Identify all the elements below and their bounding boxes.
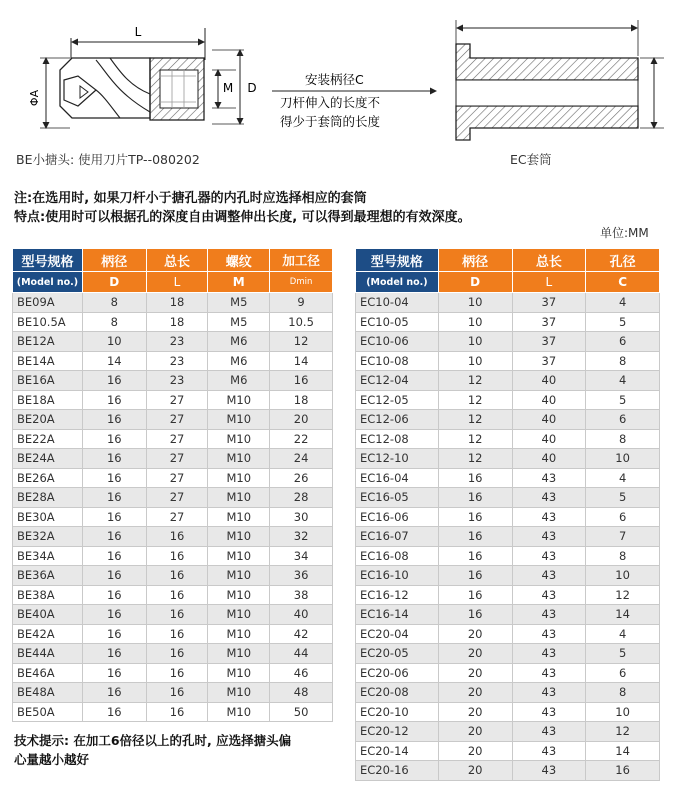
table-cell: 12 (270, 332, 333, 352)
table-cell: 10 (438, 351, 512, 371)
table-cell: 12 (438, 390, 512, 410)
header-bore: 孔径 (586, 249, 660, 272)
table-cell: EC20-12 (356, 722, 439, 742)
table-cell: 23 (146, 351, 208, 371)
dim-a-label: ΦA (28, 89, 41, 107)
table-row (356, 371, 660, 391)
dim-m-label: M (222, 81, 234, 95)
table-cell: EC12-08 (356, 429, 439, 449)
table-cell: 14 (586, 741, 660, 761)
table-cell: 43 (512, 566, 586, 586)
table-cell: EC12-05 (356, 390, 439, 410)
table-row (356, 566, 660, 586)
table-cell: 9 (270, 293, 333, 313)
table-cell: 16 (146, 566, 208, 586)
table-cell: BE34A (13, 546, 83, 566)
table-cell: 43 (512, 468, 586, 488)
table-cell: 8 (586, 683, 660, 703)
table-cell: 10 (586, 566, 660, 586)
header-length: 总长 (146, 249, 208, 272)
table-cell: 12 (586, 722, 660, 742)
table-row (13, 585, 333, 605)
table-cell: 16 (82, 468, 146, 488)
table-cell: BE26A (13, 468, 83, 488)
table-cell: BE09A (13, 293, 83, 313)
table-cell: BE10.5A (13, 312, 83, 332)
table-cell: EC10-08 (356, 351, 439, 371)
table-cell: 40 (512, 390, 586, 410)
table-cell: BE38A (13, 585, 83, 605)
table-cell: 16 (82, 527, 146, 547)
table-cell: 16 (438, 507, 512, 527)
table-cell: 14 (82, 351, 146, 371)
table-cell: 12 (438, 371, 512, 391)
table-row (356, 585, 660, 605)
table-cell: 46 (270, 663, 333, 683)
table-cell: 10 (438, 312, 512, 332)
table-cell: M6 (208, 371, 270, 391)
table-cell: 32 (270, 527, 333, 547)
table-cell: 4 (586, 371, 660, 391)
table-cell: BE36A (13, 566, 83, 586)
table-cell: 16 (146, 644, 208, 664)
dim-l-label: L (134, 25, 142, 39)
table-cell: EC10-05 (356, 312, 439, 332)
table-cell: 30 (270, 507, 333, 527)
table-cell: 4 (586, 293, 660, 313)
table-row (13, 644, 333, 664)
table-row (356, 663, 660, 683)
table-cell: 27 (146, 429, 208, 449)
insert-length-line1: 刀杆伸入的长度不 (280, 95, 381, 110)
table-cell: 20 (438, 683, 512, 703)
table-row (356, 332, 660, 352)
header-d: D (82, 272, 146, 293)
table-cell: EC20-14 (356, 741, 439, 761)
table-row (356, 293, 660, 313)
table-cell: 16 (82, 644, 146, 664)
sleeve-caption: EC套筒 (510, 152, 552, 167)
table-row (13, 624, 333, 644)
table-row (356, 683, 660, 703)
table-cell: 43 (512, 663, 586, 683)
table-cell: 4 (586, 468, 660, 488)
header-c: C (586, 272, 660, 293)
table-cell: 16 (270, 371, 333, 391)
table-cell: 27 (146, 390, 208, 410)
table-row (356, 605, 660, 625)
table-row (13, 507, 333, 527)
table-cell: 20 (438, 624, 512, 644)
table-cell: 5 (586, 312, 660, 332)
table-cell: BE22A (13, 429, 83, 449)
table-cell: EC20-04 (356, 624, 439, 644)
table-cell: BE20A (13, 410, 83, 430)
header-model-en: (Model no.) (356, 272, 439, 293)
table-cell: M10 (208, 429, 270, 449)
table-cell: 10 (438, 293, 512, 313)
table-row (356, 624, 660, 644)
table-cell: 14 (270, 351, 333, 371)
table-row (356, 429, 660, 449)
table-cell: EC16-06 (356, 507, 439, 527)
table-cell: 37 (512, 332, 586, 352)
table-row (13, 527, 333, 547)
table-cell: BE50A (13, 702, 83, 722)
table-cell: 16 (146, 585, 208, 605)
table-cell: EC12-10 (356, 449, 439, 469)
table-cell: EC20-05 (356, 644, 439, 664)
table-cell: 16 (82, 429, 146, 449)
table-cell: 36 (270, 566, 333, 586)
table-cell: 27 (146, 488, 208, 508)
table-cell: 16 (82, 585, 146, 605)
table-cell: 16 (146, 702, 208, 722)
table-cell: 43 (512, 585, 586, 605)
table-row (13, 312, 333, 332)
table-cell: 16 (82, 371, 146, 391)
table-cell: 40 (512, 429, 586, 449)
table-cell: EC16-14 (356, 605, 439, 625)
table-cell: 23 (146, 332, 208, 352)
table-cell: EC20-16 (356, 761, 439, 781)
table-row (356, 410, 660, 430)
table-cell: 8 (82, 293, 146, 313)
tech-tip-line1: 技术提示: 在加工6倍径以上的孔时, 应选择搪头偏 (14, 733, 292, 748)
table-row (13, 293, 333, 313)
table-cell: BE18A (13, 390, 83, 410)
table-row (13, 371, 333, 391)
table-cell: 23 (146, 371, 208, 391)
table-row (356, 312, 660, 332)
table-row (356, 546, 660, 566)
table-cell: 37 (512, 312, 586, 332)
table-row (13, 390, 333, 410)
sleeve-spec-table (355, 248, 660, 781)
table-cell: 16 (438, 566, 512, 586)
table-cell: EC16-07 (356, 527, 439, 547)
header-d: D (438, 272, 512, 293)
table-cell: 40 (512, 371, 586, 391)
table-cell: M10 (208, 702, 270, 722)
table-row (13, 468, 333, 488)
table-cell: 6 (586, 332, 660, 352)
table-cell: 18 (146, 312, 208, 332)
table-cell: 27 (146, 410, 208, 430)
table-cell: 38 (270, 585, 333, 605)
table-cell: 5 (586, 644, 660, 664)
table-cell: 44 (270, 644, 333, 664)
table-cell: EC16-08 (356, 546, 439, 566)
table-cell: BE46A (13, 663, 83, 683)
table-cell: M10 (208, 527, 270, 547)
table-cell: 16 (438, 527, 512, 547)
table-cell: M10 (208, 488, 270, 508)
boring-head-diagram (0, 0, 673, 175)
unit-label: 单位:MM (600, 226, 649, 240)
table-cell: 5 (586, 390, 660, 410)
table-cell: 16 (82, 390, 146, 410)
table-row (356, 507, 660, 527)
table-cell: M10 (208, 390, 270, 410)
table-cell: 43 (512, 605, 586, 625)
table-cell: 10 (438, 332, 512, 352)
header-shank: 柄径 (82, 249, 146, 272)
table-cell: EC12-04 (356, 371, 439, 391)
table-row (13, 702, 333, 722)
table-cell: EC20-10 (356, 702, 439, 722)
table-cell: M10 (208, 624, 270, 644)
table-cell: 16 (586, 761, 660, 781)
table-row (13, 351, 333, 371)
table-cell: 20 (438, 702, 512, 722)
table-cell: BE40A (13, 605, 83, 625)
header-l: L (512, 272, 586, 293)
table-cell: BE44A (13, 644, 83, 664)
table-cell: M10 (208, 449, 270, 469)
table-cell: 16 (82, 507, 146, 527)
table-cell: 27 (146, 507, 208, 527)
table-cell: 43 (512, 488, 586, 508)
table-cell: 16 (82, 605, 146, 625)
table-cell: BE42A (13, 624, 83, 644)
table-cell: 43 (512, 546, 586, 566)
boring-head-caption: BE小搪头: 使用刀片TP--080202 (16, 152, 200, 167)
table-cell: 16 (82, 488, 146, 508)
table-row (356, 527, 660, 547)
table-cell: 43 (512, 761, 586, 781)
table-cell: EC10-06 (356, 332, 439, 352)
table-cell: M6 (208, 351, 270, 371)
table-cell: BE32A (13, 527, 83, 547)
feature-note: 特点:使用时可以根据孔的深度自由调整伸出长度, 可以得到最理想的有效深度。 (14, 210, 471, 225)
table-cell: 5 (586, 488, 660, 508)
table-cell: 16 (438, 468, 512, 488)
install-diameter-label: 安装柄径C (305, 72, 364, 87)
table-cell: 43 (512, 683, 586, 703)
table-cell: 8 (586, 429, 660, 449)
table-cell: 16 (82, 663, 146, 683)
table-cell: 43 (512, 702, 586, 722)
table-cell: 27 (146, 449, 208, 469)
table-row (13, 429, 333, 449)
table-cell: M6 (208, 332, 270, 352)
table-row (356, 722, 660, 742)
table-cell: BE14A (13, 351, 83, 371)
table-cell: M10 (208, 683, 270, 703)
table-cell: BE16A (13, 371, 83, 391)
table-cell: 27 (146, 468, 208, 488)
table-cell: 16 (438, 605, 512, 625)
table-cell: 18 (146, 293, 208, 313)
table-cell: 12 (438, 429, 512, 449)
table-cell: BE28A (13, 488, 83, 508)
table-cell: 6 (586, 410, 660, 430)
dim-d-label: D (247, 81, 257, 95)
table-cell: 26 (270, 468, 333, 488)
header-model: 型号规格 (13, 249, 83, 272)
selection-note: 注:在选用时, 如果刀杆小于搪孔器的内孔时应选择相应的套筒 (14, 191, 367, 206)
table-cell: 16 (82, 449, 146, 469)
table-cell: 12 (438, 410, 512, 430)
table-cell: 16 (438, 585, 512, 605)
table-row (356, 488, 660, 508)
header-model: 型号规格 (356, 249, 439, 272)
table-cell: 7 (586, 527, 660, 547)
table-cell: 14 (586, 605, 660, 625)
table-row (13, 332, 333, 352)
header-machining-dia: 加工径 (270, 249, 333, 272)
table-row (13, 488, 333, 508)
table-cell: 10.5 (270, 312, 333, 332)
table-cell: 20 (438, 722, 512, 742)
header-m: M (208, 272, 270, 293)
table-cell: 40 (512, 410, 586, 430)
table-cell: 22 (270, 429, 333, 449)
table-row (356, 761, 660, 781)
table-row (13, 566, 333, 586)
table-cell: EC16-10 (356, 566, 439, 586)
table-cell: EC12-06 (356, 410, 439, 430)
header-l: L (146, 272, 208, 293)
table-cell: M10 (208, 410, 270, 430)
table-cell: BE30A (13, 507, 83, 527)
table-cell: 37 (512, 351, 586, 371)
table-cell: 43 (512, 507, 586, 527)
table-row (356, 644, 660, 664)
table-cell: 12 (438, 449, 512, 469)
table-row (13, 683, 333, 703)
table-cell: 20 (270, 410, 333, 430)
table-cell: 50 (270, 702, 333, 722)
table-row (356, 741, 660, 761)
table-cell: 6 (586, 507, 660, 527)
table-cell: 12 (586, 585, 660, 605)
table-cell: 8 (586, 546, 660, 566)
table-cell: 42 (270, 624, 333, 644)
table-cell: 8 (586, 351, 660, 371)
table-cell: 16 (82, 683, 146, 703)
table-cell: 8 (82, 312, 146, 332)
table-cell: 16 (146, 546, 208, 566)
table-cell: 34 (270, 546, 333, 566)
table-cell: 28 (270, 488, 333, 508)
table-cell: 48 (270, 683, 333, 703)
table-cell: 16 (82, 566, 146, 586)
table-cell: M5 (208, 312, 270, 332)
table-cell: M10 (208, 468, 270, 488)
table-cell: 16 (82, 546, 146, 566)
table-cell: 24 (270, 449, 333, 469)
table-cell: M10 (208, 546, 270, 566)
table-cell: M10 (208, 585, 270, 605)
table-cell: 16 (438, 546, 512, 566)
table-cell: EC20-06 (356, 663, 439, 683)
table-cell: 43 (512, 644, 586, 664)
table-cell: 40 (270, 605, 333, 625)
header-thread: 螺纹 (208, 249, 270, 272)
header-shank: 柄径 (438, 249, 512, 272)
table-cell: 16 (438, 488, 512, 508)
table-cell: 37 (512, 293, 586, 313)
table-row (13, 663, 333, 683)
table-cell: 16 (146, 624, 208, 644)
table-cell: EC20-08 (356, 683, 439, 703)
table-cell: 16 (82, 410, 146, 430)
table-cell: EC16-12 (356, 585, 439, 605)
header-dmin: Dmin (270, 272, 333, 293)
table-cell: 16 (146, 683, 208, 703)
table-cell: 10 (586, 449, 660, 469)
table-cell: BE12A (13, 332, 83, 352)
table-row (13, 605, 333, 625)
table-cell: EC16-04 (356, 468, 439, 488)
table-row (356, 702, 660, 722)
table-row (13, 449, 333, 469)
table-cell: 43 (512, 741, 586, 761)
insert-length-line2: 得少于套筒的长度 (280, 114, 381, 129)
table-cell: 16 (82, 624, 146, 644)
table-cell: 6 (586, 663, 660, 683)
header-model-en: (Model no.) (13, 272, 83, 293)
table-cell: 16 (82, 702, 146, 722)
table-cell: 10 (82, 332, 146, 352)
table-cell: M10 (208, 644, 270, 664)
table-row (13, 410, 333, 430)
table-cell: 20 (438, 761, 512, 781)
table-cell: 16 (146, 663, 208, 683)
table-row (356, 351, 660, 371)
table-cell: 20 (438, 663, 512, 683)
table-cell: M5 (208, 293, 270, 313)
table-cell: 20 (438, 644, 512, 664)
table-cell: 10 (586, 702, 660, 722)
table-cell: 40 (512, 449, 586, 469)
table-cell: M10 (208, 507, 270, 527)
table-cell: 20 (438, 741, 512, 761)
table-cell: M10 (208, 566, 270, 586)
table-row (356, 468, 660, 488)
table-cell: 43 (512, 527, 586, 547)
tech-tip-line2: 心量越小越好 (14, 752, 90, 767)
table-cell: 18 (270, 390, 333, 410)
table-cell: BE24A (13, 449, 83, 469)
table-cell: EC16-05 (356, 488, 439, 508)
table-cell: 16 (146, 605, 208, 625)
table-cell: 43 (512, 722, 586, 742)
table-cell: M10 (208, 663, 270, 683)
table-row (13, 546, 333, 566)
table-cell: M10 (208, 605, 270, 625)
table-cell: EC10-04 (356, 293, 439, 313)
table-cell: BE48A (13, 683, 83, 703)
boring-head-spec-table (12, 248, 333, 722)
table-cell: 16 (146, 527, 208, 547)
table-cell: 43 (512, 624, 586, 644)
table-row (356, 449, 660, 469)
table-row (356, 390, 660, 410)
table-cell: 4 (586, 624, 660, 644)
header-length: 总长 (512, 249, 586, 272)
